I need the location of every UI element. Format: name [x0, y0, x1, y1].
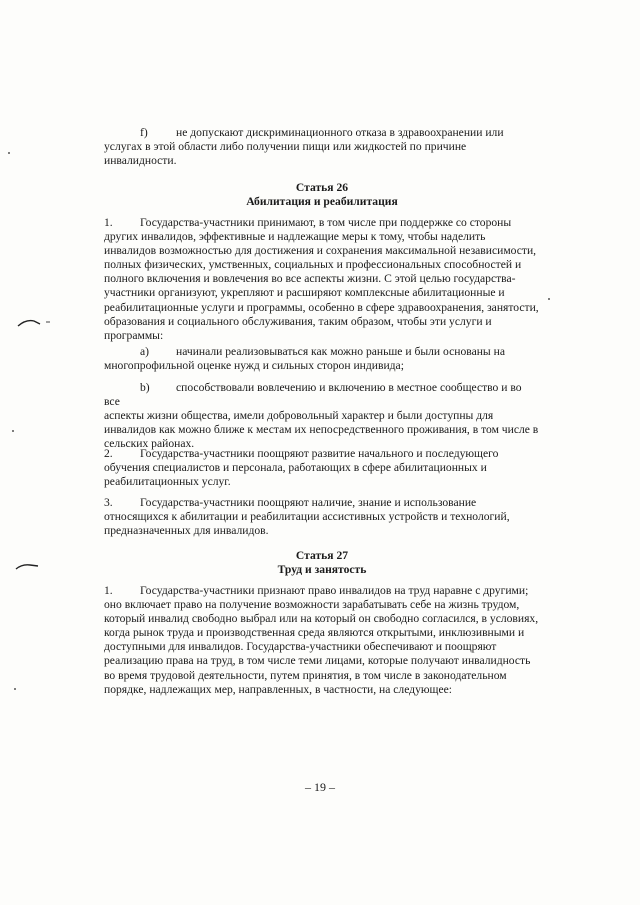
article-26-paragraph-3 [104, 496, 540, 538]
article-26-p1-marker: 1. [104, 216, 113, 229]
article-26-b-marker: b) [140, 381, 150, 394]
article-26-p3-marker: 3. [104, 496, 113, 509]
article-26-p2-lead: Государства-участники поощряют развитие начального и последующего [140, 447, 499, 460]
article-26-p1-lead: Государства-участники принимают, в том числе при поддержке со стороны [140, 216, 512, 229]
scan-speck [14, 688, 16, 690]
article-27-title: Труд и занятость [277, 563, 367, 576]
margin-mark [14, 560, 44, 572]
article-27-p1-rest: оно включает право на получение возможности зарабатывать себе на жизнь трудом, который инвалид свободно выбрал или на который он свободно согласился, в условиях, когда рынок труда и производственная среда являются открытыми, инклюзивными и доступными для инвалидов. Государства-участники обеспечивают и поощряют реализацию права на труд, в том числе теми лицами, которые получают инвалидность во время трудовой деятельности, путем принятия, в том числе в законодательном порядке, надлежащих мер, направленных, в частности, на следующее: [104, 598, 539, 696]
article-26-a-lead: начинали реализовываться как можно раньше и были основаны на [176, 345, 505, 358]
article-27-paragraph-1 [104, 584, 540, 697]
scan-speck [12, 430, 14, 432]
article-26-b-lead: способствовали вовлечению и включению в местное сообщество и во все [104, 381, 522, 409]
item-f-lead: не допускают дискриминационного отказа в здравоохранении или [176, 126, 504, 139]
article-26-paragraph-1 [104, 216, 540, 343]
article-26-title: Абилитация и реабилитация [246, 195, 398, 208]
scan-speck [8, 152, 10, 154]
article-26-p2-rest: обучения специалистов и персонала, работающих в сфере абилитационных и реабилитационных услуг. [104, 461, 487, 489]
item-f-marker: f) [140, 126, 148, 139]
article-26-item-b [104, 381, 540, 451]
page-number: – 19 – [305, 780, 335, 794]
article-26-a-rest: многопрофильной оценке нужд и сильных сторон индивида; [104, 359, 404, 373]
scan-speck [548, 298, 550, 300]
article-26-b-rest: аспекты жизни общества, имели добровольный характер и были доступны для инвалидов как можно ближе к местам их непосредственного проживания, в том числе в сельских районах. [104, 409, 539, 451]
article-27-p1-marker: 1. [104, 584, 113, 597]
article-26-a-marker: a) [140, 345, 150, 358]
article-27-p1-lead: Государства-участники признают право инвалидов на труд наравне с другими; [140, 584, 529, 597]
item-f-rest: услугах в этой области либо получении пищи или жидкостей по причине инвалидности. [104, 140, 467, 168]
article-27-number: Статья 27 [295, 549, 349, 562]
margin-mark [16, 315, 56, 329]
article-26-p3-rest: относящихся к абилитации и реабилитации ассистивных устройств и технологий, предназначенных для инвалидов. [104, 510, 510, 538]
article-26-paragraph-2 [104, 447, 540, 489]
article-26-number: Статья 26 [295, 181, 349, 194]
article-26-p2-marker: 2. [104, 447, 113, 460]
item-f [104, 126, 540, 168]
article-26-p3-lead: Государства-участники поощряют наличие, знание и использование [140, 496, 477, 509]
article-26-p1-rest: других инвалидов, эффективные и надлежащие меры к тому, чтобы наделить инвалидов возможностью для достижения и сохранения максимальной независимости, полных физических, умственных, социальных и профессиональных способностей и полного включения и вовлечения во все аспекты жизни. С этой целью государства-участники организуют, укрепляют и расширяют комплексные абилитационные и реабилитационные услуги и программы, особенно в сфере здравоохранения, занятости, образования и социального обслуживания, таким образом, чтобы эти услуги и программы: [104, 230, 539, 342]
article-26-item-a [104, 345, 540, 373]
